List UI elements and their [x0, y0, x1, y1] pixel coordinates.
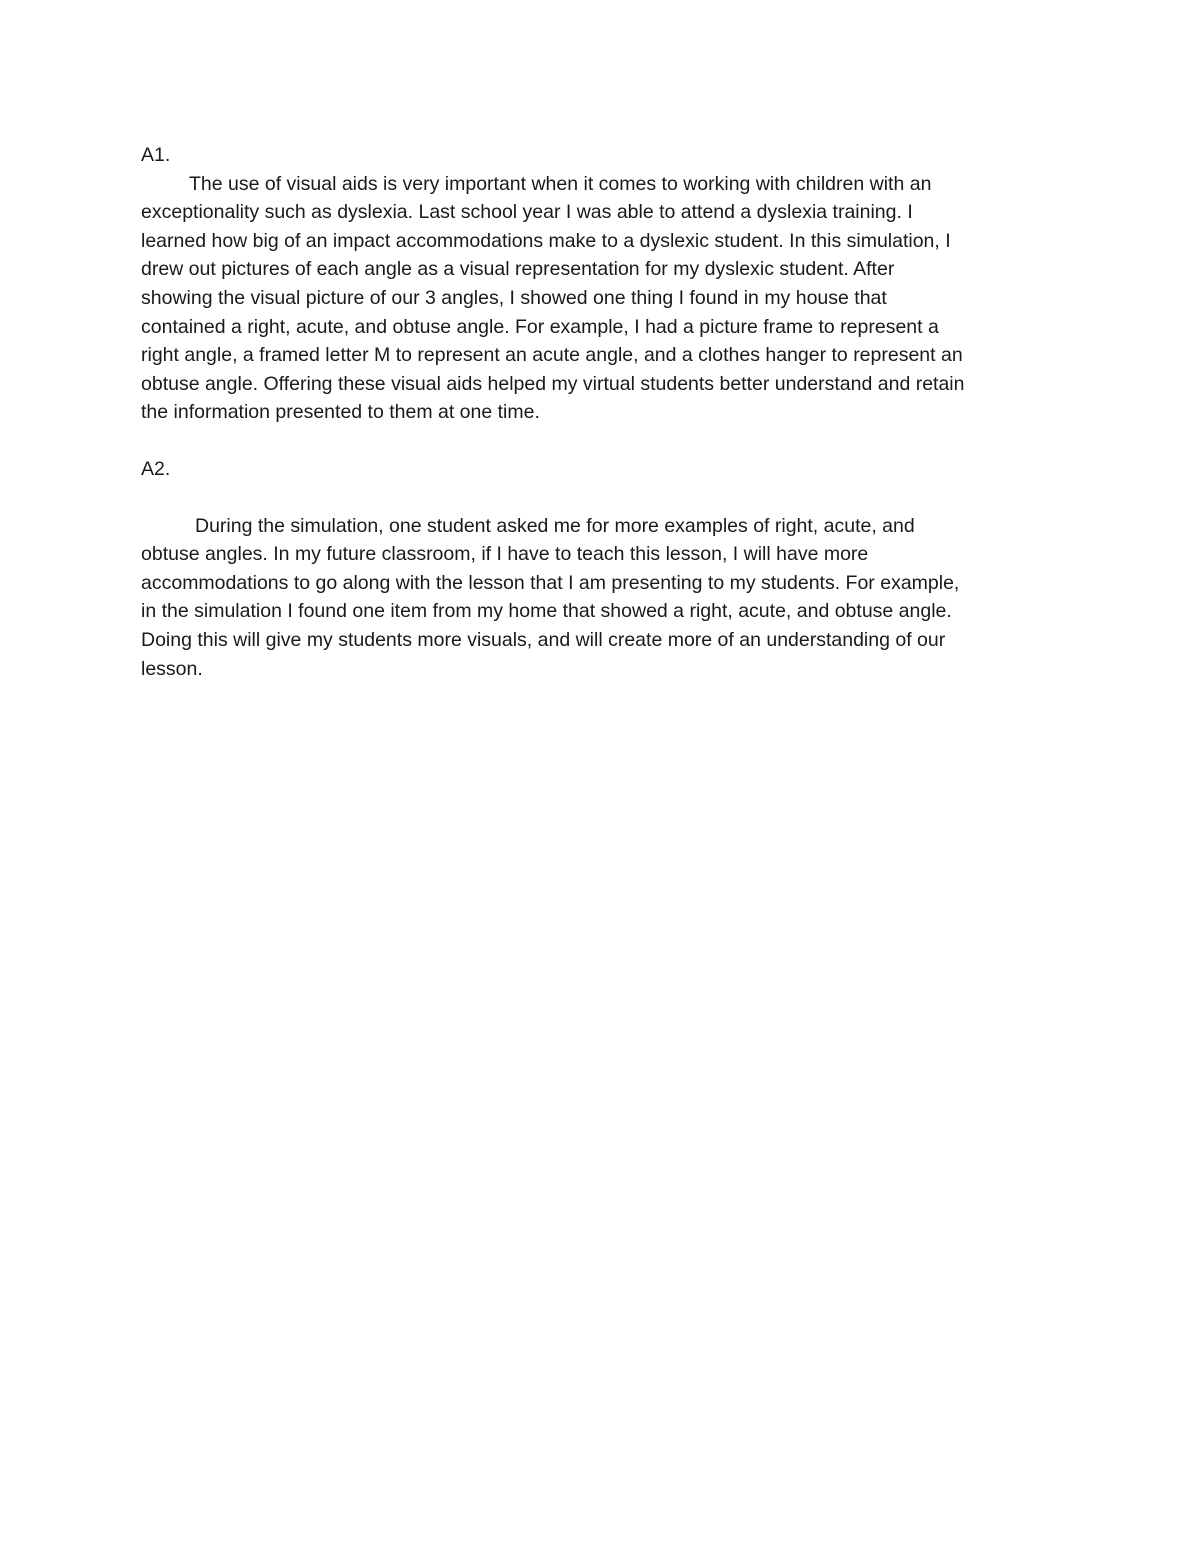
section-heading-a1: A1.	[141, 144, 171, 166]
paragraph-a2	[141, 512, 1061, 684]
paragraph-line: obtuse angle. Offering these visual aids helped my virtual students better understand and retain	[141, 372, 965, 395]
blank-line	[141, 484, 1061, 512]
paragraph-line: During the simulation, one student asked me for more examples of right, acute, and	[195, 514, 915, 537]
paragraph-line: in the simulation I found one item from my home that showed a right, acute, and obtuse angle.	[141, 600, 952, 623]
paragraph-line: The use of visual aids is very important when it comes to working with children with an	[189, 172, 932, 195]
paragraph-line: right angle, a framed letter M to represent an acute angle, and a clothes hanger to represent an	[141, 344, 963, 367]
document-body	[141, 141, 1061, 683]
paragraph-line: contained a right, acute, and obtuse angle. For example, I had a picture frame to represent a	[141, 315, 939, 338]
paragraph-line: accommodations to go along with the lesson that I am presenting to my students. For example,	[141, 571, 960, 594]
paragraph-line: exceptionality such as dyslexia. Last school year I was able to attend a dyslexia training. I	[141, 201, 913, 224]
blank-line	[141, 427, 1061, 455]
paragraph-line: Doing this will give my students more visuals, and will create more of an understanding of our	[141, 628, 946, 651]
paragraph-line: learned how big of an impact accommodations make to a dyslexic student. In this simulation, I	[141, 229, 951, 252]
paragraph-line: obtuse angles. In my future classroom, if I have to teach this lesson, I will have more	[141, 543, 869, 566]
section-heading-a2: A2.	[141, 457, 171, 480]
paragraph-line: drew out pictures of each angle as a visual representation for my dyslexic student. After	[141, 258, 895, 281]
paragraph-line: lesson.	[141, 657, 203, 680]
paragraph-line: showing the visual picture of our 3 angles, I showed one thing I found in my house that	[141, 286, 887, 309]
paragraph-line: the information presented to them at one time.	[141, 401, 540, 424]
paragraph-a1	[141, 170, 1061, 427]
